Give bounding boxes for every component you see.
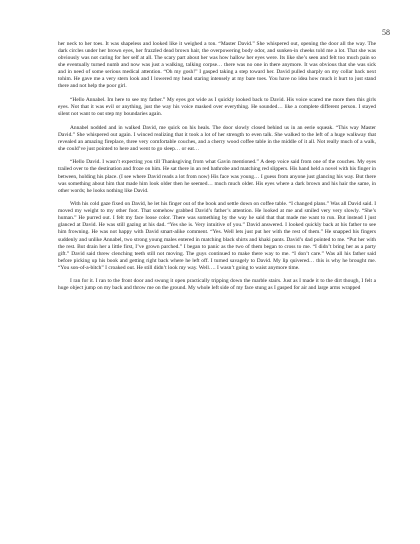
paragraph-2: “Hello Annabel. Im here to see my father.” My eyes got wide as I quickly looked back to David. His voice scared me more then this girls eyes. Not that it was evil or anything, just the way his voice masked over everything. He sounded… like a complete different person. I stayed silent not want to out step my boundaries again.	[58, 96, 376, 118]
paragraph-3: Annabel nodded and in walked David, me quick on his heals. The door slowly closed behind us in an eerie squeak. “This way Master David.” She whispered out again. I winced realizing that it took a lot of her strength to even talk. She walked to the left of a huge walkway that revealed an amazing fireplace, three very comfortable couches, and a cherry wood coffee table in the middle of it all. Not really much of a walk, she could’ve just pointed to here and went to go sleep… or eat…	[58, 124, 376, 152]
paragraph-4: “Hello David. I wasn’t expecting you till Thanksgiving from what Gavin mentioned.” A deep voice said from one of the couches. My eyes trailed over to the destination and froze on him. He sat there in an red bathrobe and matching red slippers. His hand held a novel with his finger in between, holding his place. (I see where David reads a lot from now) His face was young… I guess from anyone just glancing his way. But there was something about him that made him look older then he seemed… much much older. His eyes where a dark brown and his hair the same, in other words; he looks nothing like David.	[58, 159, 376, 194]
page-number: 58	[382, 28, 390, 37]
paragraph-1: her neck to her toes. It was shapeless and looked like it weighed a ton. “Master David.” She whispered out, opening the door all the way. The dark circles under her brown eyes, her frazzled dead brown hair, the overpowering body odor, and sunken-in cheeks told me a lot. That she was obviously was not caring for her self at all. The scary part about her was how hallow her eyes were. Its like she’s seen and felt too much pain so she eventually turned numb and now was just a walking, talking corpse… there was no one in there anymore. It was obvious that she was sick and in need of some serious medical attention. “Oh my gosh!” I gasped taking a step toward her. David pulled sharply on my collar back next tohim. He gave me a very stern look and I lowered my head staring intensely at my bare toes. You have no idea how much it hurt to just stand there and not help the poor girl.	[58, 41, 376, 90]
paragraph-6: I ran for it. I ran to the front door and swung it open practically tripping down the marble stairs. Just as I made it to the dirt though, I felt a huge object jump on my back and throw me on the ground. My whole left side of my face stung as I gasped for air and large arms wrapped	[58, 278, 376, 292]
body-text	[58, 41, 376, 299]
paragraph-5: With his cold gaze fixed on David, he let his finger out of the book and settle down on coffee table. “I changed plans.” Was all David said. I moved my weight to my other foot. That somehow grabbed David’s father’s attention. He looked at me and smiled very very slowly. “She’s human.” He purred out. I felt my face loose color. There was something by the way he said that that made me want to run. But instead I just glanced at David. He was still gazing at his dad. “Yes she is. Very intuitive of you.” David answered. I looked quickly back at his father to see him frowning. He was not happy with David smart-alike comment. “Yes. Well lets just put her with the rest of them.” He snapped his fingers suddenly and unlike Annabel, two strong young males entered in matching black shirts and khaki pants. David’s dad pointed to me. “Put her with the rest. But drain her a little first, I’ve grown parched.” I began to panic as the two of them began to cross to me. “I didn’t bring her as a party gift.” David said threw clenching teeth still not moving. The guys continued to make there way to me. “I don’t care.” Was all his father said before picking up his book and getting right back where he left off. I turned savagely to David. My lip quivered… this is why he brought me. “You son-of-a-bitch” I croaked out. He still didn’t look my way. Well…. I wasn’t going to waist anymore time.	[58, 201, 376, 271]
